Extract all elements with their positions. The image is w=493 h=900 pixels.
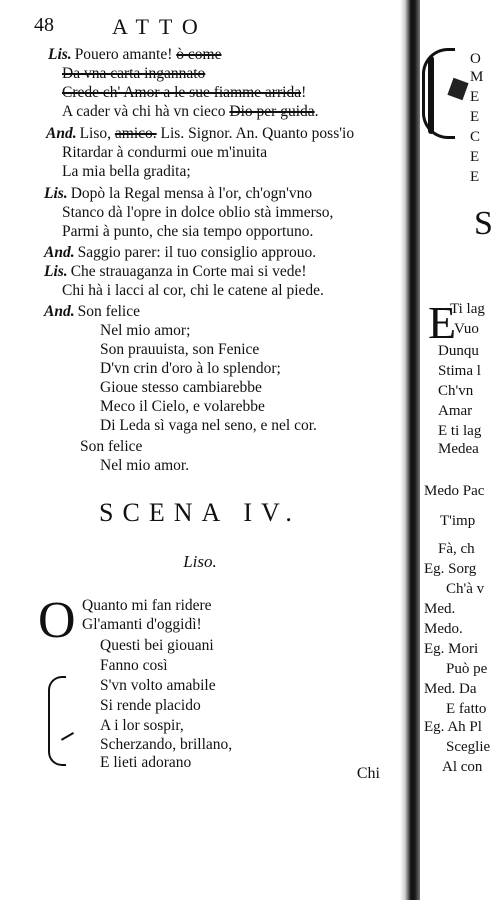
text-line [44, 262, 307, 281]
line-text: Liso, [79, 125, 115, 142]
text-line [44, 243, 316, 262]
struck-text: Da vna carta ingannato [62, 65, 206, 82]
facing-text-line: Al con [442, 759, 483, 775]
line-text: Si rende placido [100, 697, 201, 714]
facing-text-line: Medea [438, 441, 479, 457]
text-line [100, 359, 281, 378]
line-text: Fanno così [100, 657, 168, 674]
facing-text-line: E ti lag [438, 423, 482, 439]
text-line [62, 64, 205, 83]
line-text: Questi bei giouani [100, 637, 214, 654]
text-line [44, 302, 140, 321]
line-text: Quanto mi fan ridere [82, 597, 212, 614]
text-line [100, 416, 317, 435]
facing-text-line: Eg. Mori [424, 641, 479, 657]
speaker-label: And. [44, 303, 75, 320]
text-line [100, 397, 265, 416]
text-line [80, 437, 142, 456]
line-text: Che strauaganza in Corte mai si vede! [70, 263, 307, 280]
facing-text-line: Med. [424, 601, 456, 617]
line-text: Di Leda sì vaga nel seno, e nel cor. [100, 417, 317, 434]
facing-text-line: E [470, 149, 480, 165]
speaker-label: And. [44, 244, 75, 261]
line-text: Son felice [77, 303, 141, 320]
scene-heading: SCENA IV. [99, 498, 301, 527]
speaker-label: Lis. [44, 263, 68, 280]
drop-cap: O [38, 592, 76, 649]
facing-text-line: O [470, 51, 481, 67]
facing-text-line: Amar [438, 403, 473, 419]
text-line [62, 102, 319, 121]
line-text: D'vn crin d'oro à lo splendor; [100, 360, 281, 377]
struck-text: Dio per guida [229, 103, 315, 120]
text-line [62, 162, 191, 181]
line-text: Scherzando, brillano, [100, 736, 233, 753]
facing-text-line: E [470, 169, 480, 185]
book-gutter [400, 0, 420, 900]
scene-speaker: Liso. [183, 552, 217, 571]
facing-text-line: Vuo [454, 321, 479, 337]
text-line [62, 222, 313, 241]
catchword: Chi [356, 765, 380, 782]
facing-text-line: C [470, 129, 481, 145]
facing-text-line: Eg. Sorg [424, 561, 477, 577]
line-text: Stanco dà l'opre in dolce oblio stà immerso, [62, 204, 334, 221]
facing-drop-cap: E [428, 297, 457, 348]
facing-text-line: Stima l [438, 363, 481, 379]
line-text: . [314, 103, 319, 120]
text-line [62, 143, 267, 162]
facing-text-line: Sceglie [446, 739, 491, 755]
facing-text-line: Medo Pac [424, 483, 485, 499]
text-line [100, 753, 191, 772]
line-text: ! [301, 84, 307, 101]
line-text: Chi hà i lacci al cor, chi le catene al piede. [62, 282, 324, 299]
ink-mark [48, 676, 66, 766]
text-line [100, 696, 201, 715]
struck-text: ò come [176, 46, 222, 63]
text-line [100, 735, 232, 754]
text-line [100, 636, 214, 655]
text-line [62, 203, 333, 222]
facing-text-line: Ti lag [450, 301, 485, 317]
line-text: E lieti adorano [100, 754, 192, 771]
facing-text-line: Può pe [446, 661, 488, 677]
text-line [46, 124, 354, 143]
facing-text-line: Medo. [424, 621, 463, 637]
line-text: A i lor sospir, [100, 717, 184, 734]
speaker-label: And. [46, 125, 77, 142]
facing-text-line: T'imp [440, 513, 476, 529]
facing-text-line: Fà, ch [438, 541, 475, 557]
text-line [44, 184, 312, 203]
facing-text-line: Ch'à v [446, 581, 485, 597]
line-text: Pouero amante! [74, 46, 177, 63]
speaker-label: Lis. [44, 185, 68, 202]
struck-text: amico. [114, 125, 157, 142]
line-text: La mia bella gradita; [62, 163, 191, 180]
facing-text-line: E fatto [446, 701, 487, 717]
line-text: Parmi à punto, che sia tempo opportuno. [62, 223, 314, 240]
line-text: Dopò la Regal mensa à l'or, ch'ogn'vno [70, 185, 313, 202]
line-text: Ritardar à condurmi oue m'inuita [62, 144, 268, 161]
line-text: Gl'amanti d'oggidì! [82, 616, 202, 633]
line-text: Meco il Cielo, e volarebbe [100, 398, 265, 415]
facing-scene-initial: S [474, 205, 493, 242]
ink-mark [428, 56, 434, 134]
struck-text: Crede ch' Amor a le sue fiamme arrida [62, 84, 302, 101]
line-text: Son prauuista, son Fenice [100, 341, 260, 358]
line-text: Nel mio amor; [100, 322, 191, 339]
text-line [48, 45, 221, 64]
text-line [100, 378, 262, 397]
facing-text-line: Eg. Ah Pl [424, 719, 482, 735]
text-line [100, 716, 184, 735]
facing-text-line: Dunqu [438, 343, 479, 359]
text-line [62, 83, 306, 102]
facing-text-line: Ch'vn [438, 383, 474, 399]
facing-text-line: Med. Da [424, 681, 477, 697]
line-text: S'vn volto amabile [100, 677, 216, 694]
line-text: Nel mio amor. [100, 457, 190, 474]
facing-page [420, 0, 493, 900]
text-line [62, 281, 324, 300]
facing-text-line: E [470, 89, 480, 105]
speaker-label: Lis. [48, 46, 72, 63]
text-line [100, 676, 216, 695]
line-text: Saggio parer: il tuo consiglio approuo. [77, 244, 317, 261]
line-text: Lis. Signor. An. Quanto poss'io [156, 125, 355, 142]
line-text: Son felice [80, 438, 143, 455]
page-number: 48 [34, 14, 54, 36]
text-line [82, 596, 212, 615]
text-line [100, 456, 189, 475]
text-line [82, 615, 202, 634]
line-text: Gioue stesso cambiarebbe [100, 379, 262, 396]
text-line [100, 321, 190, 340]
facing-text-line: E [470, 109, 480, 125]
text-line [100, 656, 168, 675]
running-title: ATTO [112, 14, 208, 39]
line-text: A cader và chi hà vn cieco [62, 103, 230, 120]
text-line [100, 340, 259, 359]
facing-text-line: M [470, 69, 484, 85]
